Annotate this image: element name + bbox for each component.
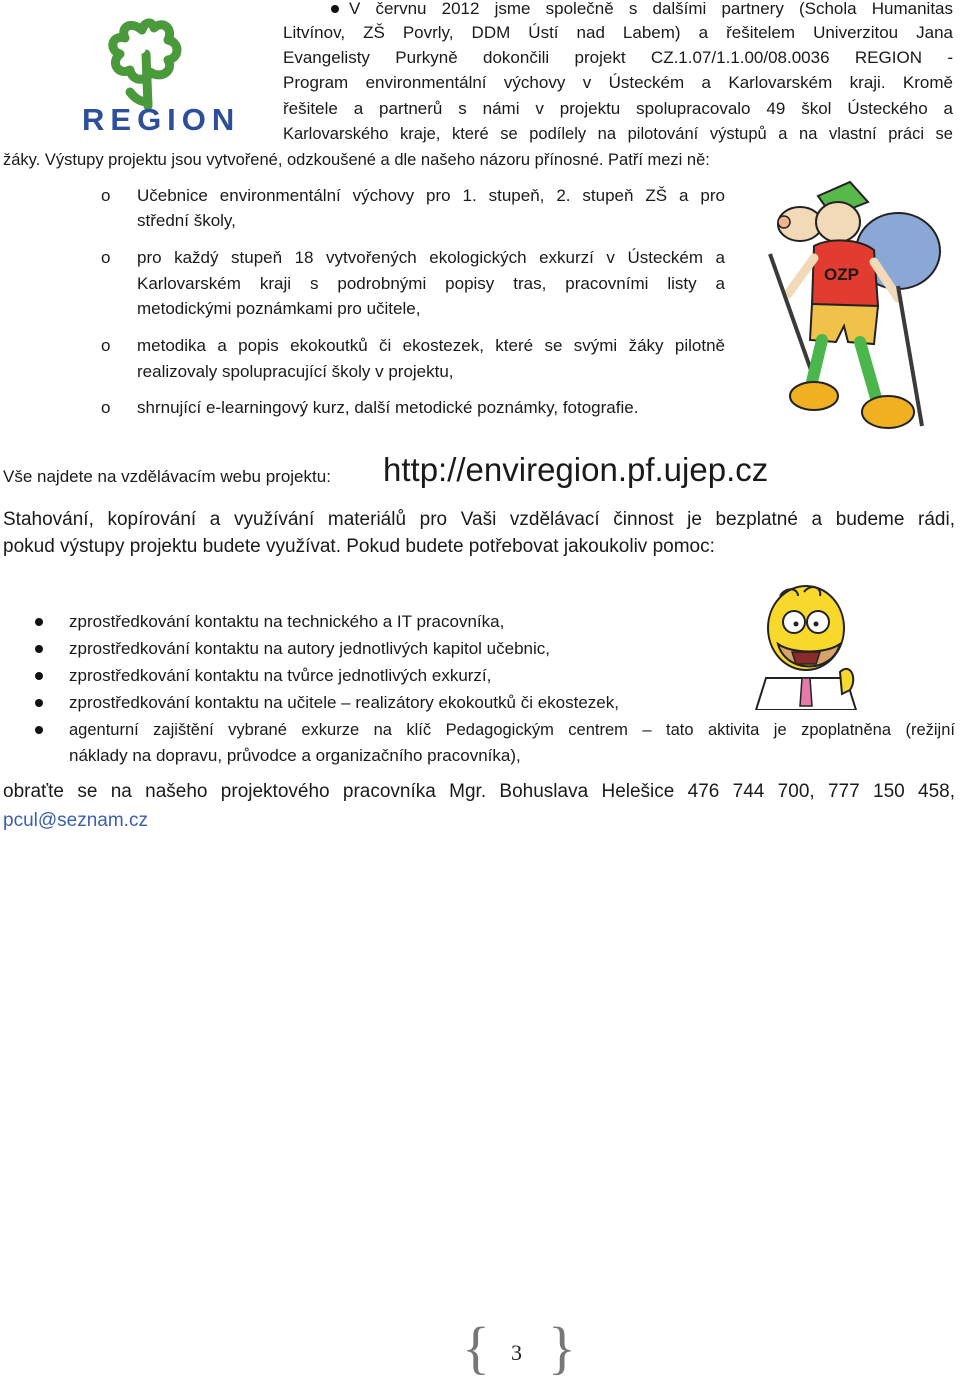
list-item-line: realizovaly spolupracující školy v projektu, bbox=[137, 362, 454, 381]
list-item-line: střední školy, bbox=[137, 211, 236, 230]
list-bullet bbox=[35, 699, 43, 707]
page-footer bbox=[460, 1315, 580, 1384]
list-item-line: Učebnice environmentální výchovy pro 1. stupeň, 2. stupeň ZŠ a pro bbox=[137, 186, 725, 205]
list-marker: o bbox=[101, 336, 111, 355]
free-use-line: pokud výstupy projektu budete využívat. Pokud budete potřebovat jakoukoliv pomoc: bbox=[3, 536, 715, 557]
hiker-illustration bbox=[748, 176, 954, 440]
list-bullet bbox=[35, 618, 43, 626]
list-item-line: shrnující e-learningový kurz, další metodické poznámky, fotografie. bbox=[137, 398, 639, 417]
list-marker: o bbox=[101, 186, 111, 205]
right-bracket: } bbox=[548, 1315, 576, 1380]
intro-bullet bbox=[331, 5, 339, 13]
list-bullet bbox=[35, 726, 43, 734]
intro-line: V červnu 2012 jsme společně s dalšími partnery (Schola Humanitas bbox=[349, 0, 953, 18]
list-bullet bbox=[35, 672, 43, 680]
intro-line: žáky. Výstupy projektu jsou vytvořené, odzkoušené a dle našeho názoru přínosné. Patří mezi ně: bbox=[3, 151, 710, 169]
region-logo bbox=[70, 10, 260, 140]
intro-line: Litvínov, ZŠ Povrly, DDM Ústí nad Labem) a řešitelem Univerzitou Jana bbox=[283, 23, 953, 42]
left-bracket: { bbox=[462, 1315, 490, 1380]
ozp-badge: OZP bbox=[824, 265, 859, 284]
list-item-line: náklady na dopravu, průvodce a organizačního pracovníka), bbox=[69, 746, 521, 765]
page-number: 3 bbox=[511, 1340, 522, 1365]
list-bullet bbox=[35, 645, 43, 653]
list-marker: o bbox=[101, 398, 111, 417]
list-item-line: pro každý stupeň 18 vytvořených ekologických exkurzí v Ústeckém a bbox=[137, 248, 725, 267]
intro-line: Karlovarského kraje, které se podílely na pilotování výstupů a na vlastní práci se bbox=[283, 125, 953, 143]
contact-line: obraťte se na našeho projektového pracovníka Mgr. Bohuslava Helešice 476 744 700, 777 150 458, bbox=[3, 781, 955, 802]
homer-illustration bbox=[746, 582, 866, 710]
list-item-line: zprostředkování kontaktu na učitele – realizátory ekokoutků či ekostezek, bbox=[69, 693, 619, 712]
list-item-line: Karlovarském kraji s podrobnými popisy tras, pracovními listy a bbox=[137, 274, 725, 293]
list-item-line: agenturní zajištění vybrané exkurze na klíč Pedagogickým centrem – tato aktivita je zpoplatněna (režijní bbox=[69, 721, 955, 739]
intro-line: Program environmentální výchovy v Ústeckém a Karlovarském kraji. Kromě bbox=[283, 73, 953, 92]
free-use-line: Stahování, kopírování a využívání materiálů pro Vaši vzdělávací činnost je bezplatné a budeme rádi, bbox=[3, 509, 955, 530]
intro-line: Evangelisty Purkyně dokončili projekt CZ.1.07/1.1.00/08.0036 REGION - bbox=[283, 48, 953, 67]
homer-icon bbox=[746, 582, 866, 710]
hiker-icon bbox=[748, 176, 954, 440]
region-wordmark: REGION bbox=[82, 102, 241, 137]
list-item-line: zprostředkování kontaktu na technického a IT pracovníka, bbox=[69, 612, 505, 631]
intro-line: řešitele a partnerů s námi v projektu spolupracovalo 49 škol Ústeckého a bbox=[283, 99, 953, 118]
list-marker: o bbox=[101, 248, 111, 267]
list-item-line: zprostředkování kontaktu na tvůrce jednotlivých exkurzí, bbox=[69, 666, 492, 685]
web-label: Vše najdete na vzdělávacím webu projektu: bbox=[3, 467, 331, 486]
contact-email-link[interactable]: pcul@seznam.cz bbox=[3, 810, 148, 831]
list-item-line: metodickými poznámkami pro učitele, bbox=[137, 299, 421, 318]
list-item-line: metodika a popis ekokoutků či ekostezek, které se svými žáky pilotně bbox=[137, 336, 725, 355]
project-website-link[interactable]: http://enviregion.pf.ujep.cz bbox=[383, 451, 769, 488]
list-item-line: zprostředkování kontaktu na autory jednotlivých kapitol učebnic, bbox=[69, 639, 550, 658]
